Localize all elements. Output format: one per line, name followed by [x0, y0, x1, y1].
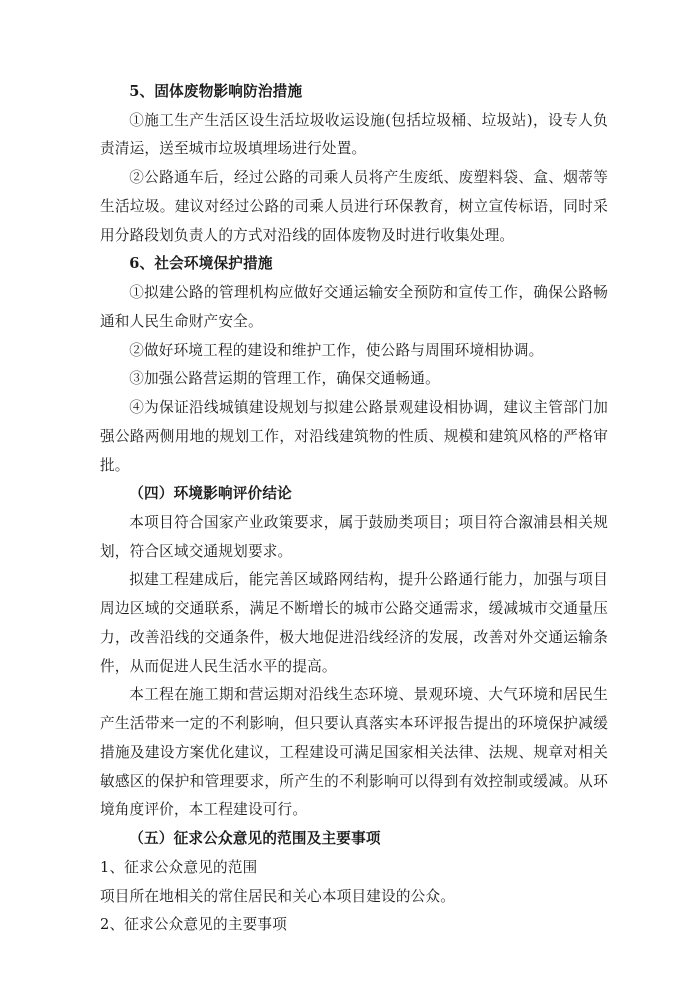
- paragraph-social-1: ①拟建公路的管理机构应做好交通运输安全预防和宣传工作，确保公路畅通和人民生命财产安全。: [100, 284, 608, 330]
- section-heading-public-opinion: （五）征求公众意见的范围及主要事项: [129, 830, 381, 848]
- document-body: [100, 78, 608, 940]
- paragraph-social-2: ②做好环境工程的建设和维护工作，使公路与周围环境相协调。: [129, 341, 544, 359]
- section-heading-social-environment: 6、社会环境保护措施: [129, 255, 273, 273]
- paragraph-solid-waste-1: ①施工生产生活区设生活垃圾收运设施(包括垃圾桶、垃圾站)，设专人负责清运，送至城市垃圾填埋场进行处置。: [100, 111, 608, 158]
- paragraph-conclusion-3: 本工程在施工期和营运期对沿线生态环境、景观环境、大气环境和居民生产生活带来一定的不利影响，但只要认真落实本环评报告提出的环境保护减缓措施及建设方案优化建议，工程建设可满足国家相关法律、法规、规章对相关敏感区的保护和管理要求，所产生的不利影响可以得到有效控制或缓减。从环境角度评价，本工程建设可行。: [100, 686, 608, 819]
- subheading-public-items: 2、征求公众意见的主要事项: [100, 916, 288, 934]
- section-heading-conclusion: （四）环境影响评价结论: [129, 485, 292, 503]
- paragraph-social-3: ③加强公路营运期的管理工作，确保交通畅通。: [129, 370, 440, 388]
- subheading-public-scope: 1、征求公众意见的范围: [100, 858, 258, 876]
- paragraph-public-scope: 项目所在地相关的常住居民和关心本项目建设的公众。: [100, 887, 456, 905]
- paragraph-conclusion-2: 拟建工程建成后，能完善区域路网结构，提升公路通行能力，加强与项目周边区域的交通联系，满足不断增长的城市公路交通需求，缓减城市交通量压力，改善沿线的交通条件，极大地促进沿线经济的发展，改善对外交通运输条件，从而促进人民生活水平的提高。: [100, 571, 608, 675]
- paragraph-social-4: ④为保证沿线城镇建设规划与拟建公路景观建设相协调，建议主管部门加强公路两侧用地的规划工作，对沿线建筑物的性质、规模和建筑风格的严格审批。: [100, 399, 608, 474]
- section-heading-solid-waste: 5、固体废物影响防治措施: [129, 83, 303, 100]
- paragraph-solid-waste-2: ②公路通车后，经过公路的司乘人员将产生废纸、废塑料袋、盒、烟蒂等生活垃圾。建议对经过公路的司乘人员进行环保教育，树立宣传标语，同时采用分路段划负责人的方式对沿线的固体废物及时进行收集处理。: [100, 169, 608, 244]
- paragraph-conclusion-1: 本项目符合国家产业政策要求，属于鼓励类项目；项目符合溆浦县相关规划，符合区域交通规划要求。: [100, 514, 608, 560]
